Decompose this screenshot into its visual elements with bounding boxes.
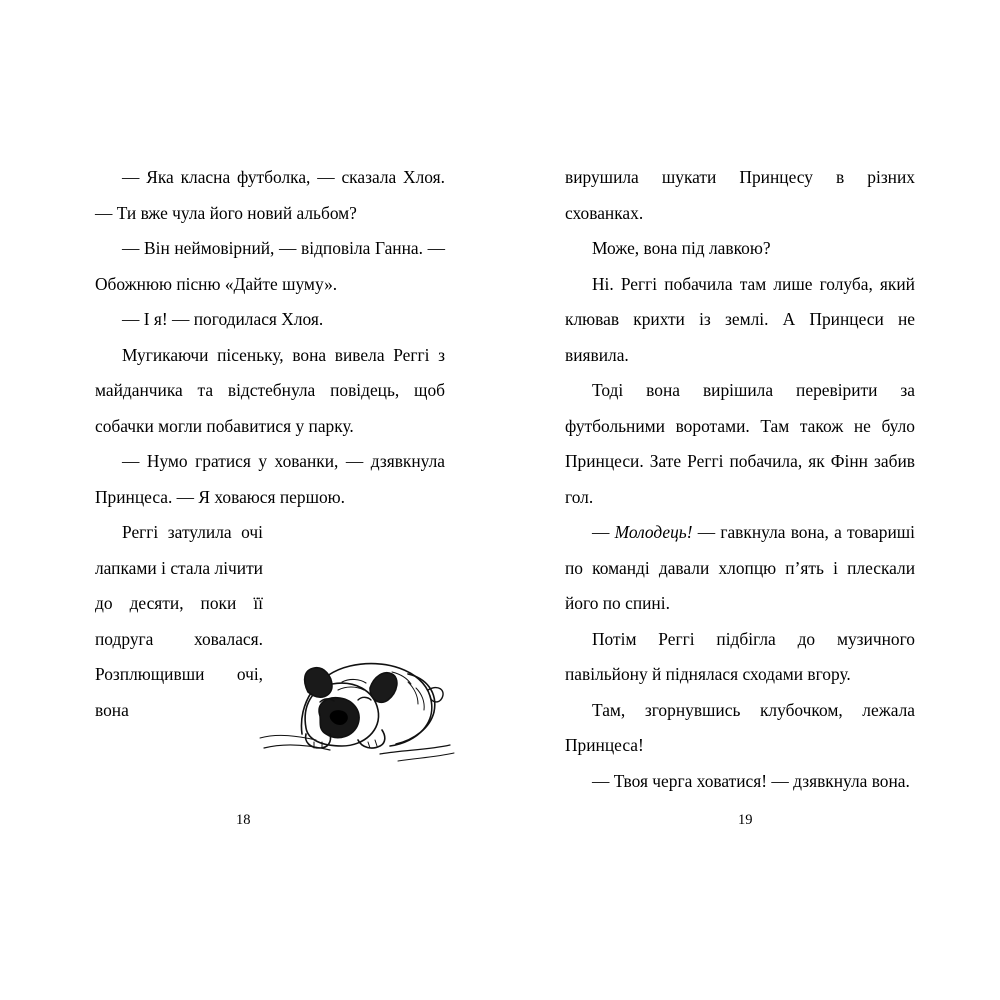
paragraph: Мугикаючи пісеньку, вона вивела Реггі з майданчика та відстебнула повідець, щоб собачки могли побавитися у парку. xyxy=(95,344,445,436)
paragraph: Ні. Реггі побачила там лише голуба, який клював крихти із землі. А Принцеси не виявила. xyxy=(565,273,915,365)
paragraph: — Нумо гратися у хованки, — дзявкнула Принцеса. — Я ховаюся першою. xyxy=(95,451,445,507)
paragraph: — Він неймовірний, — відповіла Ганна. — Обожнюю пісню «Дайте шуму». xyxy=(95,238,445,294)
paragraph xyxy=(565,515,915,622)
right-page xyxy=(565,160,915,860)
paragraph: Тоді вона вирішила перевірити за футбольними воротами. Там також не було Принцеси. Зате Реггі побачила, як Фінн забив гол. xyxy=(565,380,915,507)
left-page xyxy=(95,160,445,860)
emphasis: Молодець! xyxy=(614,522,693,542)
paragraph: Там, згорнувшись клубочком, лежала Принцеса! xyxy=(565,699,915,755)
paragraph: — Яка класна футболка, — сказала Хлоя. — Ти вже чула його новий альбом? xyxy=(95,167,445,223)
paragraph: Потім Реггі підбігла до музичного павільйону й піднялася сходами вгору. xyxy=(565,628,915,684)
paragraph: Може, вона під лавкою? xyxy=(592,238,771,258)
paragraph-text: — Молодець! — гавкнула вона, а товариші по команді давали хлопцю п’ять і плескали його по спині. xyxy=(565,522,915,613)
paragraph: — І я! — погодилася Хлоя. xyxy=(122,309,324,329)
paragraph: вирушила шукати Принцесу в різних схованках. xyxy=(565,167,915,223)
paragraph: — Твоя черга ховатися! — дзявкнула вона. xyxy=(592,770,910,791)
page-number-left: 18 xyxy=(236,812,251,828)
page-number-right: 19 xyxy=(738,812,753,828)
paragraph: Реггі затулила очі лапками і стала лічити до десяти, поки її подруга ховалася. Розплющивши очі, вона xyxy=(95,522,263,720)
left-page-text xyxy=(95,160,445,728)
illustration-wrap-spacer xyxy=(263,515,445,687)
right-page-text xyxy=(565,160,915,799)
